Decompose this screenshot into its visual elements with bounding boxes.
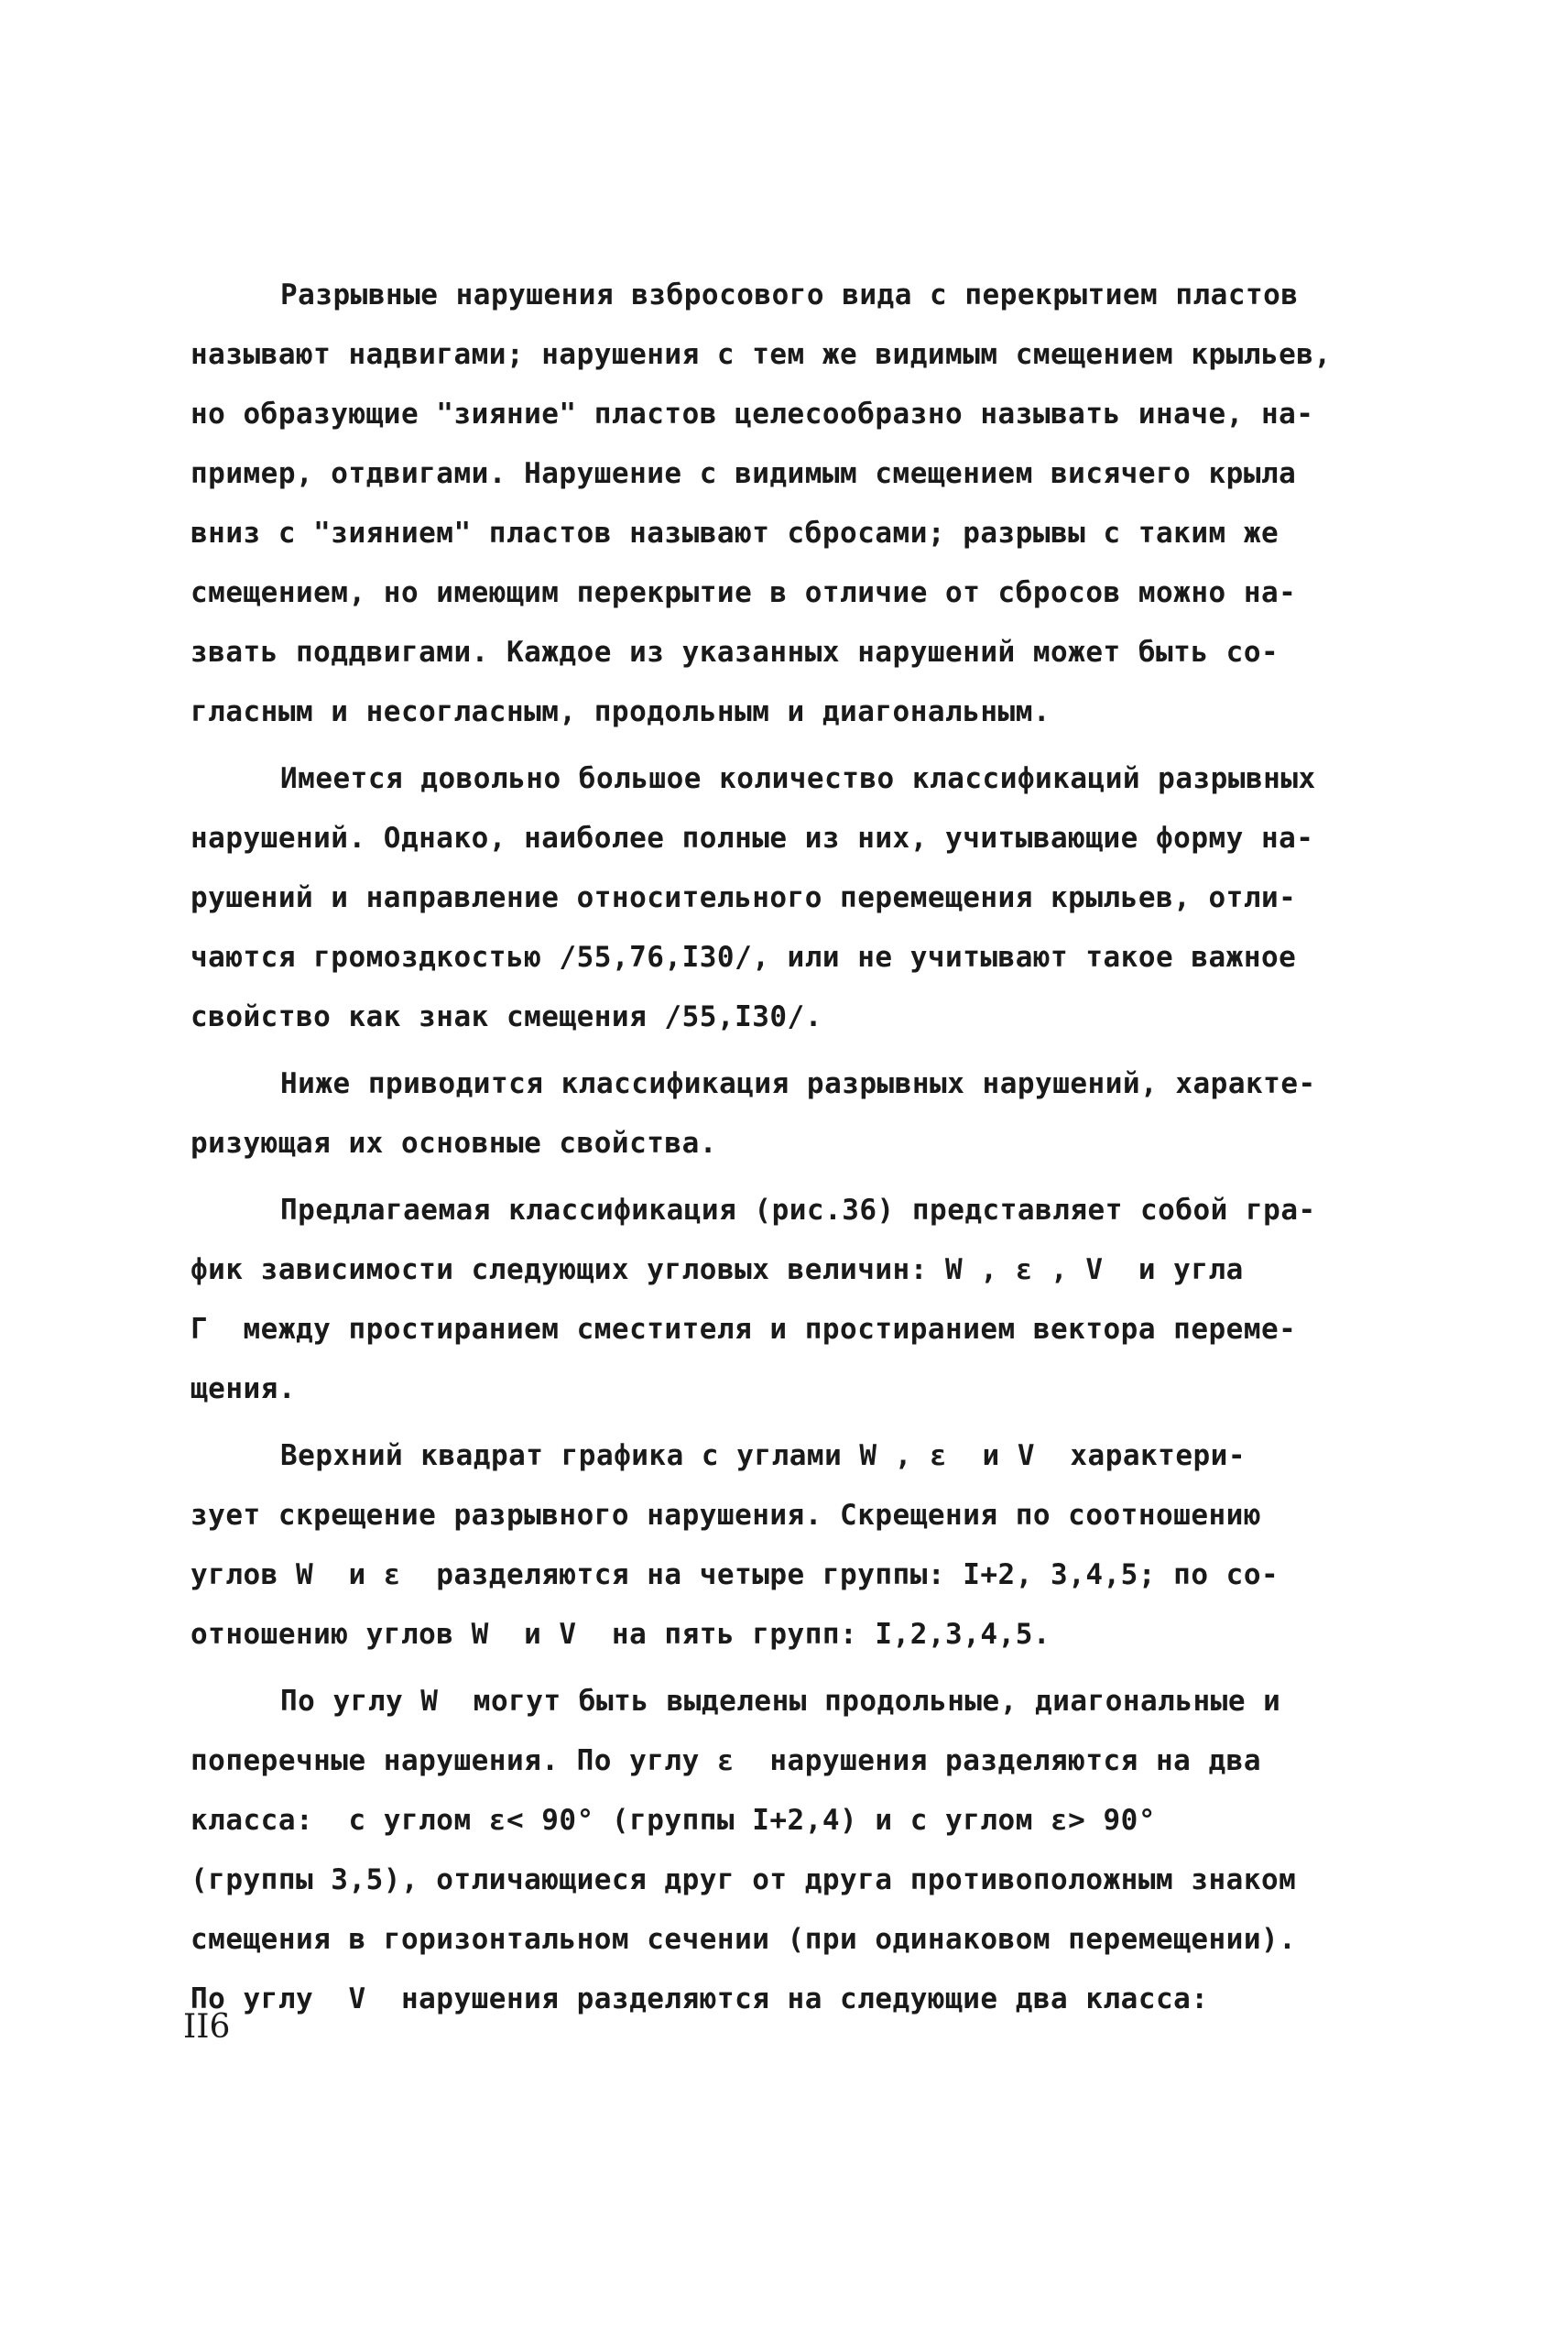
- text-line: щения.: [191, 1372, 296, 1405]
- text-line: свойство как знак смещения /55,I30/.: [191, 1000, 822, 1033]
- body-text: [191, 266, 1409, 2029]
- page-number: II6: [183, 2008, 231, 2046]
- text-line: отношению углов W и V на пять групп: I,2,3,4,5.: [191, 1618, 1051, 1651]
- text-line: чаются громоздкостью /55,76,I30/, или не учитывают такое важное: [191, 941, 1297, 974]
- text-line: Ниже приводится классификация разрывных нарушений, характе-: [280, 1067, 1316, 1100]
- text-line: поперечные нарушения. По углу ε нарушения разделяются на два: [191, 1744, 1261, 1777]
- text-line: Γ между простиранием сместителя и простиранием вектора переме-: [191, 1313, 1297, 1346]
- text-line: По углу V нарушения разделяются на следующие два класса:: [191, 1982, 1209, 2015]
- text-line: Имеется довольно большое количество классификаций разрывных: [280, 762, 1316, 795]
- text-line: смещения в горизонтальном сечении (при одинаковом перемещении).: [191, 1923, 1297, 1956]
- text-line: Разрывные нарушения взбросового вида с перекрытием пластов: [280, 278, 1299, 311]
- text-line: но образующие "зияние" пластов целесообразно называть иначе, на-: [191, 398, 1314, 431]
- text-line: пример, отдвигами. Нарушение с видимым смещением висячего крыла: [191, 457, 1297, 490]
- text-line: углов W и ε разделяются на четыре группы: I+2, 3,4,5; по со-: [191, 1558, 1279, 1591]
- text-line: смещением, но имеющим перекрытие в отличие от сбросов можно на-: [191, 576, 1297, 609]
- text-line: фик зависимости следующих угловых величин: W , ε , V и угла: [191, 1253, 1244, 1286]
- text-line: Верхний квадрат графика с углами W , ε и V характери-: [280, 1439, 1246, 1472]
- text-line: Предлагаемая классификация (рис.36) представляет собой гра-: [280, 1194, 1316, 1227]
- text-line: ризующая их основные свойства.: [191, 1127, 717, 1160]
- text-line: По углу W могут быть выделены продольные, диагональные и: [280, 1685, 1281, 1718]
- text-line: называют надвигами; нарушения с тем же видимым смещением крыльев,: [191, 338, 1332, 371]
- text-line: гласным и несогласным, продольным и диагональным.: [191, 695, 1051, 728]
- text-line: (группы 3,5), отличающиеся друг от друга противоположным знаком: [191, 1863, 1297, 1896]
- text-line: звать поддвигами. Каждое из указанных нарушений может быть со-: [191, 636, 1279, 669]
- text-line: класса: с углом ε< 90° (группы I+2,4) и с углом ε> 90°: [191, 1804, 1156, 1837]
- text-line: рушений и направление относительного перемещения крыльев, отли-: [191, 881, 1297, 914]
- text-line: нарушений. Однако, наиболее полные из них, учитывающие форму на-: [191, 822, 1314, 855]
- text-line: зует скрещение разрывного нарушения. Скрещения по соотношению: [191, 1499, 1261, 1532]
- text-line: вниз с "зиянием" пластов называют сбросами; разрывы с таким же: [191, 517, 1279, 550]
